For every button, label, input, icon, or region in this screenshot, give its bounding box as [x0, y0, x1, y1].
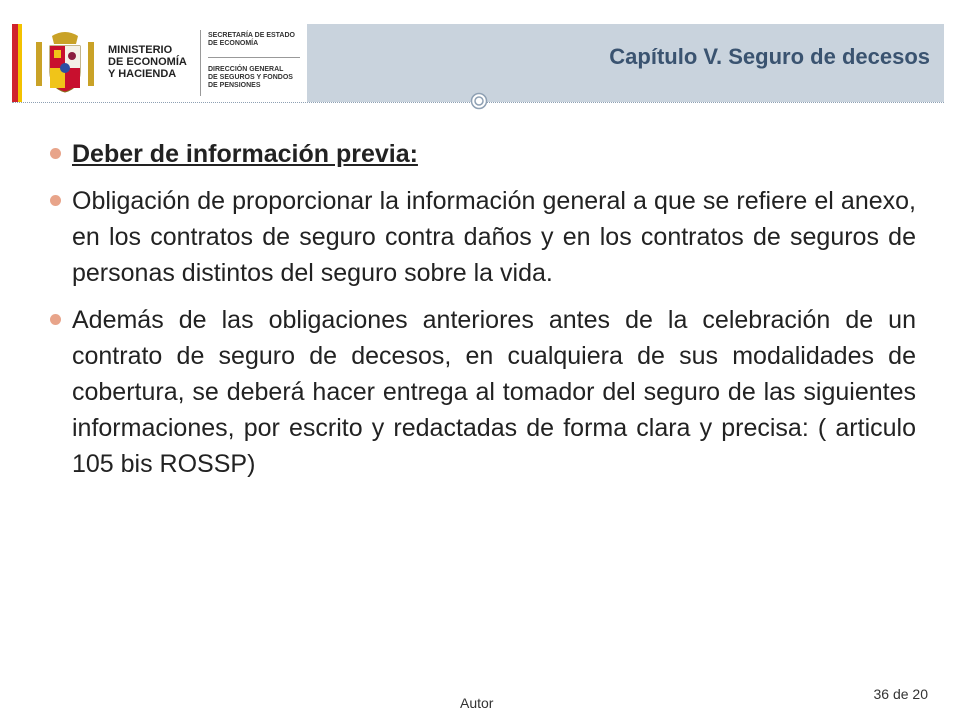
secretaria-line: SECRETARÍA DE ESTADO: [208, 32, 295, 39]
bullet-dot-icon: [50, 314, 61, 325]
bullet-item: [50, 302, 916, 482]
flag-stripe-yellow: [18, 24, 22, 102]
footer-author: Autor: [460, 695, 494, 711]
ministry-line: MINISTERIO: [108, 44, 173, 56]
chapter-title: Capítulo V. Seguro de decesos: [609, 44, 930, 69]
section-heading: Deber de información previa:: [72, 140, 418, 168]
direccion-line: DE PENSIONES: [208, 82, 261, 89]
bullet-dot-icon: [50, 148, 61, 159]
bullet-item: [50, 183, 916, 291]
secretaria-label: [208, 32, 304, 48]
logo-divider: [200, 30, 201, 96]
ring-icon: [470, 92, 488, 110]
ministry-line: DE ECONOMÍA: [108, 56, 187, 68]
bullet-heading: [50, 136, 916, 172]
direccion-line: DIRECCIÓN GENERAL: [208, 66, 284, 73]
direccion-line: DE SEGUROS Y FONDOS: [208, 74, 293, 81]
bullet-dot-icon: [50, 195, 61, 206]
coat-of-arms-icon: [30, 28, 100, 98]
page-number: 36 de 20: [873, 686, 928, 702]
ministry-line: Y HACIENDA: [108, 68, 177, 80]
direccion-label: [208, 66, 304, 90]
bullet-text: Obligación de proporcionar la información general a que se refiere el anexo, en los contratos de seguro contra daños y en los contratos de seguros de personas distintos del seguro sobre la vida.: [72, 187, 916, 287]
ministry-name: [108, 44, 194, 80]
logo-separator: [208, 57, 300, 58]
secretaria-line: DE ECONOMÍA: [208, 40, 259, 47]
slide-content: [50, 136, 916, 493]
bullet-text: Además de las obligaciones anteriores antes de la celebración de un contrato de seguro de decesos, en cualquiera de sus modalidades de cobertura, se deberá hacer entrega al tomador del seguro de las siguientes informaciones, por escrito y redactadas de forma clara y precisa: ( articulo 105 bis ROSSP): [72, 306, 916, 478]
